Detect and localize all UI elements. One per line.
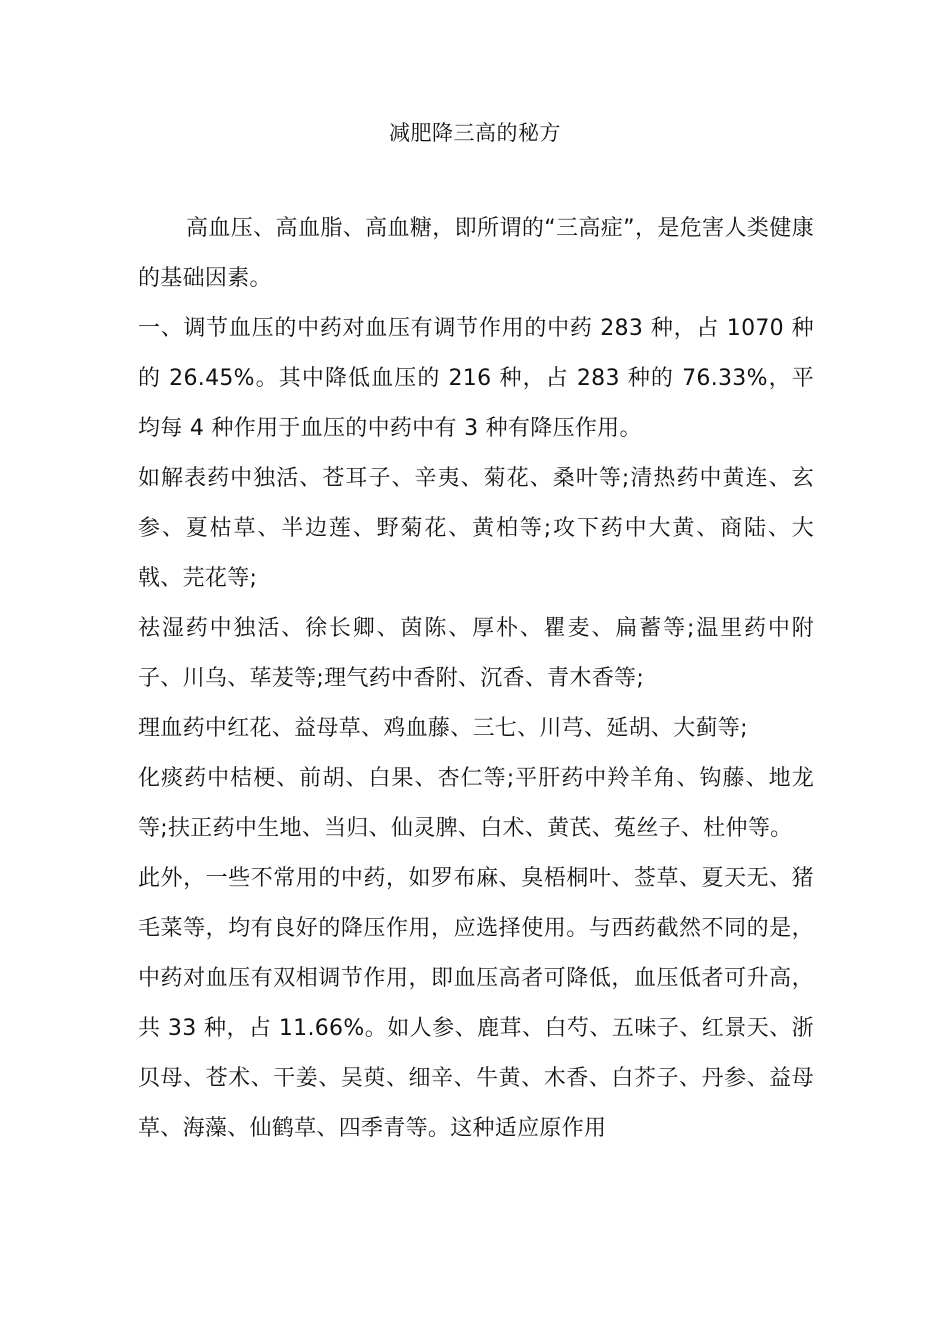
paragraph-herb-list-3: 理血药中红花、益母草、鸡血藤、三七、川芎、延胡、大蓟等;	[138, 716, 748, 741]
document-title: 减肥降三高的秘方	[389, 121, 561, 145]
paragraph-herb-list-1: 如解表药中独活、苍耳子、辛夷、菊花、桑叶等;清热药中黄连、玄参、夏枯草、半边莲、野菊花、黄柏等;攻下药中大黄、商陆、大戟、芫花等;	[138, 466, 814, 591]
paragraph-additional: 此外，一些不常用的中药，如罗布麻、臭梧桐叶、莶草、夏天无、猪毛菜等，均有良好的降压作用，应选择使用。与西药截然不同的是，中药对血压有双相调节作用，即血压高者可降低，血压低者可升高，共 33 种，占 11.66%。如人参、鹿茸、白芍、五味子、红景天、浙贝母、苍术、干姜、吴萸、细辛、牛黄、木香、白芥子、丹参、益母草、海藻、仙鹤草、四季青等。这种适应原作用	[138, 866, 814, 1141]
paragraph-section-one: 一、调节血压的中药对血压有调节作用的中药 283 种，占 1070 种的 26.45%。其中降低血压的 216 种，占 283 种的 76.33%，平均每 4 种作用于血压的中药中有 3 种有降压作用。	[138, 316, 814, 441]
document-body	[138, 204, 814, 1154]
paragraph-herb-list-2: 祛湿药中独活、徐长卿、茵陈、厚朴、瞿麦、扁蓄等;温里药中附子、川乌、荜茇等;理气药中香附、沉香、青木香等;	[138, 616, 814, 691]
paragraph-intro: 高血压、高血脂、高血糖，即所谓的“三高症”，是危害人类健康的基础因素。	[138, 216, 814, 291]
paragraph-herb-list-4: 化痰药中桔梗、前胡、白果、杏仁等;平肝药中羚羊角、钩藤、地龙等;扶正药中生地、当归、仙灵脾、白术、黄芪、菟丝子、杜仲等。	[138, 766, 814, 841]
